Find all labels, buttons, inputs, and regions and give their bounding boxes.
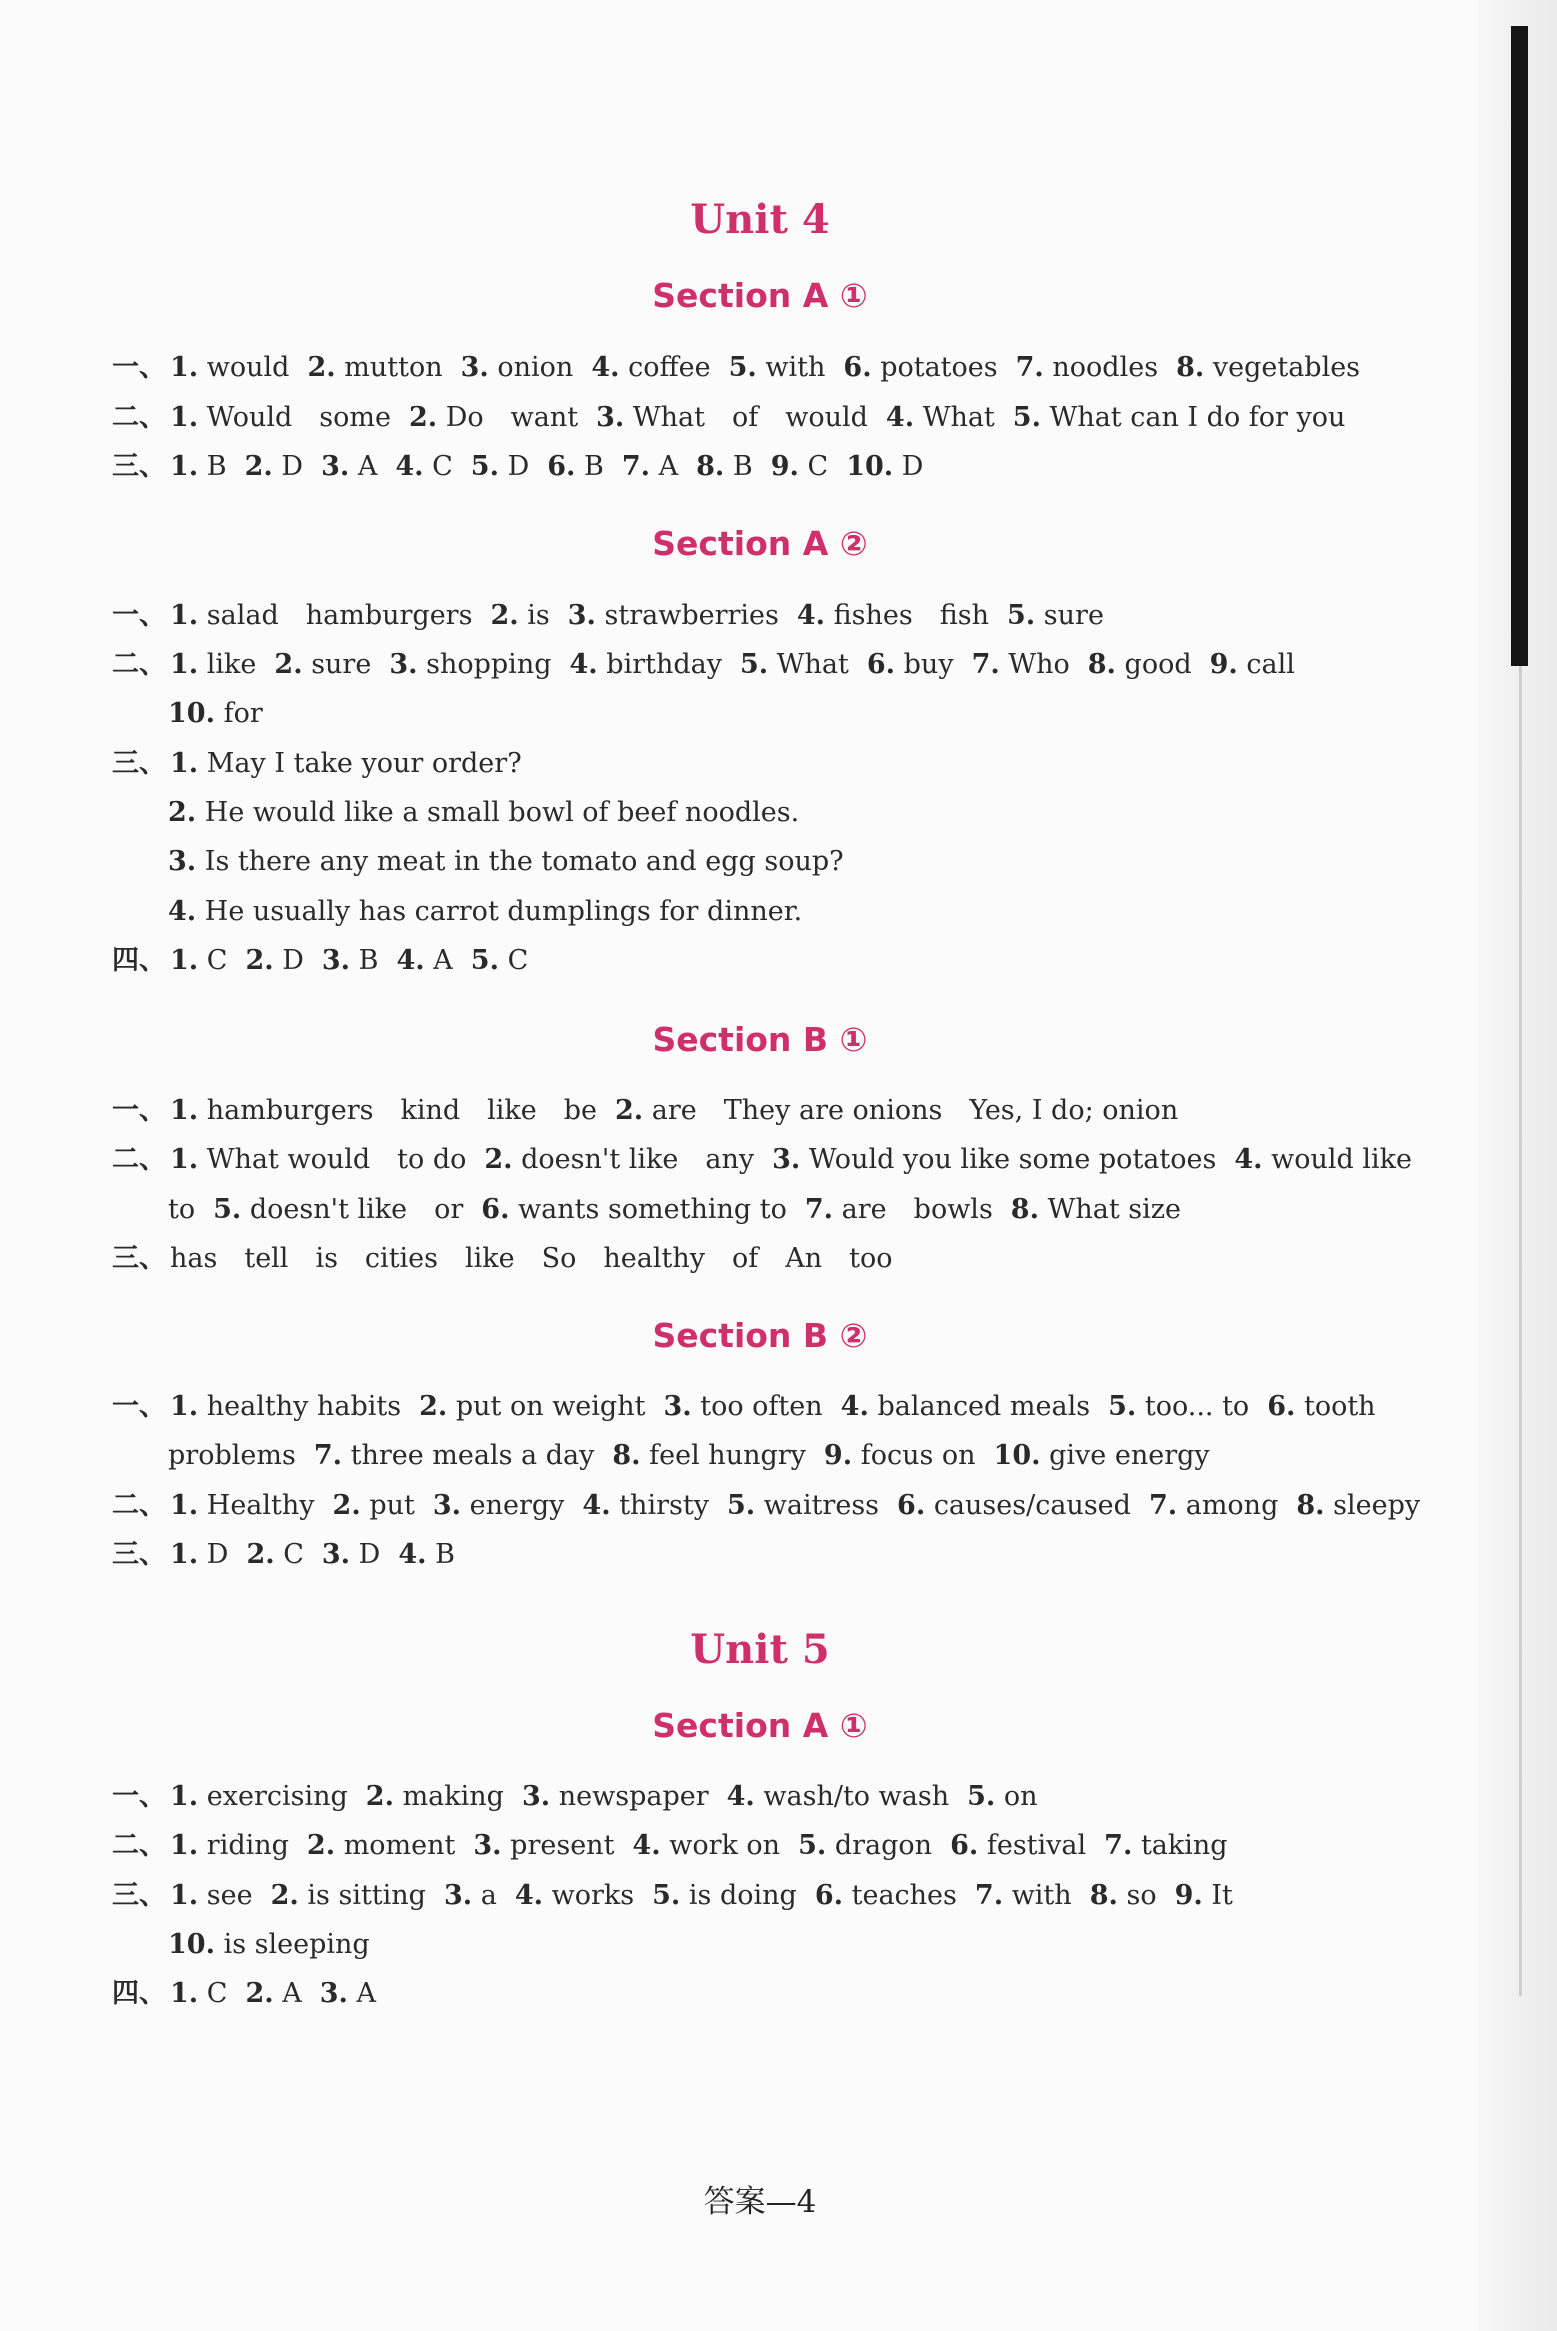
binding-edge [1511, 26, 1528, 666]
answer-text: A [356, 1978, 377, 2009]
answer-text: A [658, 451, 679, 482]
item-number: 4. [1234, 1144, 1263, 1175]
item-number: 3. [443, 1880, 473, 1911]
answer-text: has tell is cities like So healthy of An too [170, 1243, 893, 1274]
answer-text: are bowls [841, 1194, 993, 1225]
item-number: 6. [481, 1194, 510, 1225]
item-number: 1. [170, 945, 199, 976]
answer-text: What would to do [206, 1144, 467, 1175]
item-number: 4. [514, 1880, 544, 1911]
answer-line [168, 844, 1488, 880]
item-number: 2. [244, 451, 273, 482]
question-number: 二、 [112, 649, 166, 680]
question-number: 一、 [112, 1781, 166, 1812]
item-number: 8. [612, 1440, 641, 1471]
answer-line [112, 1828, 1432, 1864]
item-number: 5. [728, 352, 757, 383]
item-number: 5. [739, 649, 769, 680]
answer-text: thirsty [619, 1490, 709, 1521]
answer-text: wash/to wash [763, 1781, 950, 1812]
answer-text: healthy habits [206, 1391, 402, 1422]
item-number: 2. [490, 600, 519, 631]
item-number: 2. [484, 1144, 513, 1175]
item-number: 3. [319, 1978, 348, 2009]
answer-text: D [901, 451, 924, 482]
answer-text: B [584, 451, 604, 482]
answer-text: May I take your order? [206, 748, 522, 779]
item-number: 4. [726, 1781, 755, 1812]
item-number: 4. [396, 945, 425, 976]
answer-line [112, 449, 1432, 485]
item-number: 4. [591, 352, 620, 383]
item-number: 3. [473, 1830, 502, 1861]
answer-text: is sleeping [223, 1929, 370, 1960]
item-number: 2. [168, 797, 197, 828]
item-number: 7. [1104, 1830, 1133, 1861]
item-number: 8. [1176, 352, 1205, 383]
answer-text: riding [206, 1830, 289, 1861]
item-number: 3. [321, 945, 351, 976]
answer-text: B [358, 945, 379, 976]
section-b2-title: Section B ② [652, 1316, 868, 1355]
item-number: 9. [823, 1440, 853, 1471]
question-number: 三、 [112, 1243, 166, 1274]
item-number: 3. [567, 600, 596, 631]
answer-line [112, 598, 1432, 634]
answer-text: Would some [206, 402, 391, 433]
answer-text: It [1211, 1880, 1233, 1911]
item-number: 5. [1007, 600, 1036, 631]
answer-text: sure [1043, 600, 1104, 631]
item-number: 1. [170, 352, 199, 383]
answer-line [112, 647, 1432, 683]
answer-text: teaches [851, 1880, 957, 1911]
answer-text: D [206, 1539, 229, 1570]
item-number: 1. [170, 1391, 199, 1422]
item-number: 1. [170, 1095, 199, 1126]
section-b1-title: Section B ① [652, 1020, 868, 1059]
answer-text: sure [311, 649, 372, 680]
item-number: 1. [170, 1830, 199, 1861]
item-number: 3. [432, 1490, 462, 1521]
answer-text: What [776, 649, 849, 680]
answer-text: tooth [1303, 1391, 1376, 1422]
answer-text: C [807, 451, 829, 482]
answer-text: B [435, 1539, 455, 1570]
item-number: 3. [596, 402, 625, 433]
answer-text: mutton [344, 352, 443, 383]
answer-text: focus on [860, 1440, 976, 1471]
answer-text: noodles [1052, 352, 1159, 383]
answer-text: C [206, 945, 228, 976]
answer-text: B [732, 451, 753, 482]
answer-text: coffee [628, 352, 711, 383]
answer-text: among [1185, 1490, 1279, 1521]
item-number: 1. [170, 649, 199, 680]
item-number: 9. [1209, 649, 1238, 680]
item-number: 6. [950, 1830, 979, 1861]
answer-text: so [1126, 1880, 1157, 1911]
item-number: 9. [1174, 1880, 1203, 1911]
question-number: 二、 [112, 402, 166, 433]
question-number: 四、 [112, 1978, 166, 2009]
answer-text: festival [986, 1830, 1087, 1861]
question-number: 一、 [112, 1095, 166, 1126]
question-number: 一、 [112, 352, 166, 383]
item-number: 2. [365, 1781, 394, 1812]
item-number: 1. [170, 1490, 199, 1521]
answer-text: problems [168, 1440, 296, 1471]
answer-line [112, 1779, 1432, 1815]
item-number: 4. [885, 402, 915, 433]
answer-line [168, 1927, 1488, 1963]
answer-text: D [281, 451, 304, 482]
answer-text: moment [343, 1830, 456, 1861]
answer-text: is [527, 600, 550, 631]
answer-text: too... to [1144, 1391, 1250, 1422]
answer-text: good [1124, 649, 1192, 680]
answer-text: see [206, 1880, 253, 1911]
section-a2-title: Section A ② [652, 524, 868, 563]
item-number: 8. [1087, 649, 1116, 680]
answer-text: feel hungry [649, 1440, 806, 1471]
answer-text: call [1246, 649, 1295, 680]
item-number: 3. [389, 649, 418, 680]
answer-text: C [283, 1539, 304, 1570]
item-number: 5. [470, 451, 499, 482]
item-number: 2. [306, 1830, 336, 1861]
item-number: 9. [770, 451, 799, 482]
item-number: 8. [1089, 1880, 1118, 1911]
item-number: 5. [1012, 402, 1041, 433]
answer-text: making [402, 1781, 504, 1812]
question-number: 一、 [112, 600, 166, 631]
answer-line [168, 795, 1488, 831]
item-number: 5. [726, 1490, 756, 1521]
answer-text: works [551, 1880, 635, 1911]
item-number: 1. [170, 748, 199, 779]
answer-text: with [765, 352, 826, 383]
answer-text: are They are onions Yes, I do; onion [651, 1095, 1179, 1126]
answer-text: dragon [834, 1830, 933, 1861]
answer-text: like [206, 649, 257, 680]
item-number: 7. [1148, 1490, 1178, 1521]
answer-text: What can I do for you [1049, 402, 1346, 433]
item-number: 7. [621, 451, 651, 482]
answer-text: D [358, 1539, 381, 1570]
item-number: 6. [547, 451, 576, 482]
item-number: 4. [582, 1490, 611, 1521]
item-number: 7. [1015, 352, 1044, 383]
answer-text: Do want [445, 402, 579, 433]
item-number: 3. [321, 451, 350, 482]
answer-line [168, 1192, 1488, 1228]
answer-text: is doing [688, 1880, 797, 1911]
answer-text: C [432, 451, 453, 482]
answer-text: What of would [632, 402, 868, 433]
answer-line [112, 1878, 1432, 1914]
item-number: 5. [798, 1830, 827, 1861]
answer-text: put [369, 1490, 415, 1521]
answer-text: D [282, 945, 304, 976]
item-number: 7. [971, 649, 1000, 680]
answer-text: Would you like some potatoes [808, 1144, 1217, 1175]
question-number: 一、 [112, 1391, 166, 1422]
answer-line [112, 1389, 1432, 1425]
answer-text: vegetables [1212, 352, 1361, 383]
answer-text: A [282, 1978, 302, 2009]
answer-text: strawberries [604, 600, 779, 631]
item-number: 6. [814, 1880, 844, 1911]
item-number: 4. [840, 1391, 869, 1422]
item-number: 3. [460, 352, 489, 383]
item-number: 7. [313, 1440, 342, 1471]
item-number: 6. [897, 1490, 926, 1521]
question-number: 四、 [112, 945, 166, 976]
item-number: 2. [274, 649, 303, 680]
answer-text: birthday [606, 649, 722, 680]
item-number: 2. [307, 352, 336, 383]
item-number: 1. [170, 451, 199, 482]
item-number: 10. [168, 1929, 215, 1960]
item-number: 7. [974, 1880, 1004, 1911]
answer-text: wants something to [518, 1194, 787, 1225]
answer-text: give energy [1049, 1440, 1210, 1471]
answer-text: hamburgers kind like be [206, 1095, 598, 1126]
item-number: 6. [866, 649, 896, 680]
item-number: 2. [245, 1978, 274, 2009]
item-number: 4. [569, 649, 598, 680]
answer-line [112, 400, 1432, 436]
answer-text: onion [497, 352, 574, 383]
answer-text: causes/caused [933, 1490, 1131, 1521]
section-a1-title: Section A ① [652, 1706, 868, 1745]
question-number: 三、 [112, 1539, 166, 1570]
answer-line [112, 943, 1432, 979]
answer-text: on [1003, 1781, 1038, 1812]
question-number: 二、 [112, 1490, 166, 1521]
answer-text: too often [700, 1391, 823, 1422]
item-number: 4. [632, 1830, 661, 1861]
answer-text: What size [1047, 1194, 1181, 1225]
item-number: 4. [395, 451, 424, 482]
answer-text: B [206, 451, 227, 482]
answer-text: present [510, 1830, 615, 1861]
item-number: 6. [1267, 1391, 1296, 1422]
answer-text: shopping [426, 649, 552, 680]
item-number: 5. [1108, 1391, 1137, 1422]
item-number: 3. [663, 1391, 692, 1422]
item-number: 2. [419, 1391, 448, 1422]
answer-text: is sitting [307, 1880, 426, 1911]
answer-line [112, 1488, 1432, 1524]
question-number: 三、 [112, 748, 166, 779]
item-number: 8. [1296, 1490, 1325, 1521]
item-number: 1. [170, 1144, 199, 1175]
item-number: 4. [398, 1539, 427, 1570]
item-number: 5. [652, 1880, 681, 1911]
item-number: 10. [168, 698, 215, 729]
item-number: 3. [168, 846, 197, 877]
answer-line [168, 696, 1488, 732]
item-number: 4. [168, 896, 197, 927]
question-number: 三、 [112, 451, 166, 482]
item-number: 2. [615, 1095, 644, 1126]
answer-text: C [206, 1978, 228, 2009]
item-number: 6. [843, 352, 872, 383]
answer-text: newspaper [558, 1781, 709, 1812]
answer-line [112, 350, 1432, 386]
page-number: 答案—4 [703, 2184, 817, 2220]
answer-text: a [480, 1880, 497, 1911]
answer-text: fishes fish [833, 600, 990, 631]
answer-line [112, 746, 1432, 782]
item-number: 10. [993, 1440, 1041, 1471]
answer-text: sleepy [1333, 1490, 1421, 1521]
item-number: 1. [170, 600, 199, 631]
answer-line [112, 1537, 1432, 1573]
unit-4-title: Unit 4 [690, 196, 830, 243]
item-number: 1. [170, 1781, 199, 1812]
answer-text: would [206, 352, 290, 383]
answer-text: Is there any meat in the tomato and egg soup? [204, 846, 844, 877]
item-number: 4. [796, 600, 826, 631]
answer-text: energy [469, 1490, 565, 1521]
answer-text: He usually has carrot dumplings for dinner. [204, 896, 803, 927]
answer-text: C [507, 945, 529, 976]
answer-text: He would like a small bowl of beef noodles. [204, 797, 800, 828]
answer-text: three meals a day [350, 1440, 595, 1471]
question-number: 三、 [112, 1880, 166, 1911]
item-number: 5. [213, 1194, 242, 1225]
answer-text: doesn't like any [521, 1144, 755, 1175]
item-number: 2. [270, 1880, 299, 1911]
answer-line [112, 1142, 1432, 1178]
answer-text: A [357, 451, 378, 482]
item-number: 3. [521, 1781, 551, 1812]
answer-text: would like [1271, 1144, 1412, 1175]
answer-text: What [922, 402, 995, 433]
answer-text: salad hamburgers [206, 600, 473, 631]
item-number: 2. [332, 1490, 361, 1521]
answer-text: A [433, 945, 453, 976]
answer-text: to [168, 1194, 196, 1225]
unit-5-title: Unit 5 [690, 1626, 830, 1673]
section-a1-title: Section A ① [652, 276, 868, 315]
item-number: 1. [170, 1539, 199, 1570]
item-number: 10. [846, 451, 894, 482]
item-number: 7. [804, 1194, 834, 1225]
item-number: 3. [772, 1144, 801, 1175]
item-number: 8. [696, 451, 725, 482]
answer-text: Healthy [206, 1490, 315, 1521]
item-number: 3. [321, 1539, 351, 1570]
item-number: 5. [470, 945, 499, 976]
question-number: 二、 [112, 1144, 166, 1175]
answer-line [168, 1438, 1488, 1474]
answer-text: put on weight [455, 1391, 646, 1422]
answer-text: Who [1008, 649, 1070, 680]
item-number: 2. [408, 402, 438, 433]
item-number: 1. [170, 1880, 199, 1911]
answer-text: with [1011, 1880, 1072, 1911]
answer-text: potatoes [880, 352, 998, 383]
answer-line [112, 1241, 1432, 1277]
answer-text: D [507, 451, 530, 482]
answer-line [112, 1093, 1432, 1129]
answer-text: waitress [763, 1490, 880, 1521]
answer-text: taking [1140, 1830, 1228, 1861]
item-number: 1. [170, 402, 199, 433]
answer-text: work on [669, 1830, 781, 1861]
answer-line [112, 1976, 1432, 2012]
answer-line [168, 894, 1488, 930]
answer-text: balanced meals [877, 1391, 1091, 1422]
item-number: 8. [1010, 1194, 1039, 1225]
item-number: 1. [170, 1978, 199, 2009]
item-number: 2. [246, 1539, 275, 1570]
item-number: 2. [245, 945, 274, 976]
answer-text: doesn't like or [249, 1194, 464, 1225]
question-number: 二、 [112, 1830, 166, 1861]
item-number: 5. [967, 1781, 996, 1812]
answer-text: exercising [206, 1781, 348, 1812]
answer-text: for [223, 698, 263, 729]
answer-text: buy [903, 649, 954, 680]
